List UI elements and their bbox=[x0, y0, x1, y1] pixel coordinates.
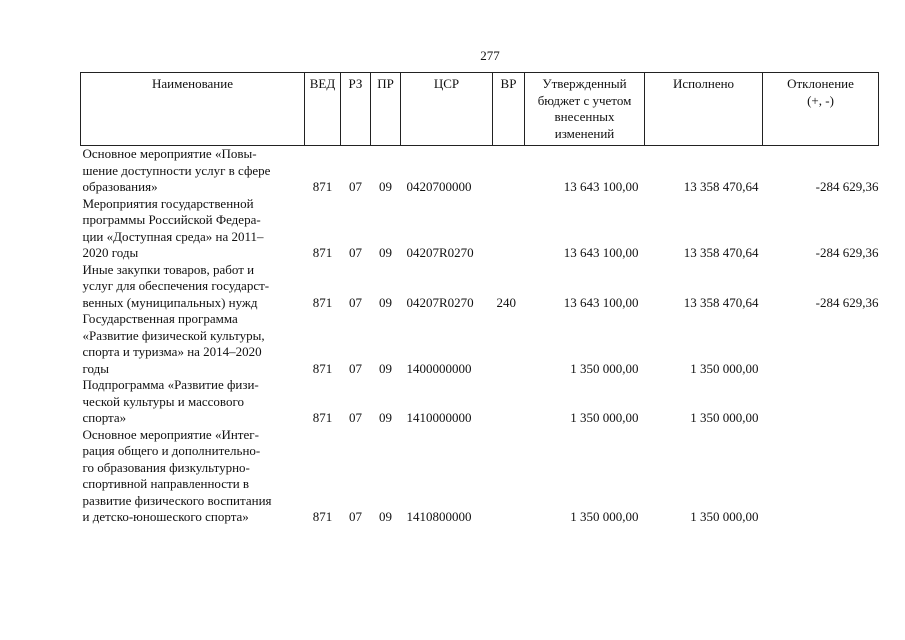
table-row bbox=[81, 377, 879, 427]
row-pr: 09 bbox=[379, 509, 392, 524]
header-approved bbox=[525, 73, 645, 146]
header-deviation-line: Отклонение bbox=[787, 76, 854, 91]
row-pr: 09 bbox=[379, 179, 392, 194]
row-executed: 13 358 470,64 bbox=[683, 294, 759, 310]
header-deviation bbox=[763, 73, 879, 146]
row-csr: 1410000000 bbox=[406, 410, 472, 425]
row-name bbox=[81, 146, 305, 196]
row-approved: 1 350 000,00 bbox=[570, 509, 639, 524]
table-header-row bbox=[81, 73, 879, 146]
row-approved: 1 350 000,00 bbox=[570, 360, 639, 376]
table-row bbox=[81, 311, 879, 377]
row-name-line: Основное мероприятие «Интег- bbox=[82, 426, 259, 442]
row-name-line: Подпрограмма «Развитие физи- bbox=[82, 377, 259, 392]
row-vr bbox=[493, 427, 525, 526]
row-csr: 1410800000 bbox=[406, 509, 472, 524]
row-csr: 0420700000 bbox=[406, 179, 472, 194]
row-rz: 07 bbox=[349, 410, 362, 425]
row-name bbox=[81, 196, 305, 262]
row-ved: 871 bbox=[312, 294, 333, 310]
page-number: 277 bbox=[480, 48, 500, 63]
row-executed: 1 350 000,00 bbox=[690, 360, 759, 376]
row-pr: 09 bbox=[379, 360, 392, 376]
row-vr bbox=[493, 146, 525, 196]
row-name-line: ческой культуры и массового bbox=[82, 393, 244, 409]
row-name-line: шение доступности услуг в сфере bbox=[82, 162, 271, 178]
row-deviation: -284 629,36 bbox=[815, 294, 879, 310]
row-executed: 1 350 000,00 bbox=[690, 410, 759, 425]
row-csr: 1400000000 bbox=[406, 360, 472, 376]
header-executed: Исполнено bbox=[645, 73, 763, 146]
row-name-line: услуг для обеспечения государст- bbox=[82, 278, 270, 293]
row-name-line: Мероприятия государственной bbox=[82, 195, 254, 211]
header-deviation-line: (+, -) bbox=[807, 92, 834, 108]
row-name-line: венных (муниципальных) нужд bbox=[82, 294, 258, 310]
row-rz: 07 bbox=[349, 245, 362, 260]
row-name-line: Основное мероприятие «Повы- bbox=[82, 146, 257, 161]
row-name bbox=[81, 262, 305, 312]
header-rz: РЗ bbox=[341, 73, 371, 146]
header-approved-line: Утвержденный bbox=[542, 76, 627, 91]
row-ved: 871 bbox=[312, 509, 333, 524]
header-ved: ВЕД bbox=[305, 73, 341, 146]
row-name-line: и детско-юношеского спорта» bbox=[82, 509, 249, 524]
row-name-line: рация общего и дополнительно- bbox=[82, 443, 261, 458]
row-name bbox=[81, 427, 305, 526]
row-deviation bbox=[763, 427, 879, 526]
row-ved: 871 bbox=[312, 410, 333, 425]
table-row bbox=[81, 262, 879, 312]
row-executed: 13 358 470,64 bbox=[683, 179, 759, 194]
row-vr: 240 bbox=[496, 294, 516, 310]
row-ved: 871 bbox=[312, 179, 333, 194]
row-executed: 13 358 470,64 bbox=[683, 245, 759, 260]
header-approved-line: внесенных bbox=[554, 109, 615, 124]
row-approved: 13 643 100,00 bbox=[563, 294, 639, 310]
row-name-line: спортивной направленности в bbox=[82, 476, 250, 491]
row-csr: 04207R0270 bbox=[406, 245, 474, 260]
row-name-line: спорта и туризма» на 2014–2020 bbox=[82, 344, 262, 359]
row-executed: 1 350 000,00 bbox=[690, 509, 759, 524]
row-name-line: ции «Доступная среда» на 2011– bbox=[82, 228, 264, 244]
table-row bbox=[81, 196, 879, 262]
row-pr: 09 bbox=[379, 294, 392, 310]
header-name: Наименование bbox=[81, 73, 305, 146]
row-rz: 07 bbox=[349, 294, 362, 310]
table-row bbox=[81, 146, 879, 196]
header-csr: ЦСР bbox=[401, 73, 493, 146]
row-pr: 09 bbox=[379, 245, 392, 260]
row-name-line: развитие физического воспитания bbox=[82, 492, 272, 508]
header-approved-line: бюджет с учетом bbox=[537, 92, 632, 108]
budget-table bbox=[80, 72, 879, 526]
row-name-line: го образования физкультурно- bbox=[82, 459, 250, 475]
row-approved: 13 643 100,00 bbox=[563, 179, 639, 194]
row-approved: 1 350 000,00 bbox=[570, 410, 639, 425]
row-rz: 07 bbox=[349, 179, 362, 194]
row-deviation: -284 629,36 bbox=[815, 179, 879, 194]
row-deviation: -284 629,36 bbox=[815, 245, 879, 260]
row-name-line: Иные закупки товаров, работ и bbox=[82, 261, 255, 277]
row-vr bbox=[493, 377, 525, 427]
row-rz: 07 bbox=[349, 509, 362, 524]
row-pr: 09 bbox=[379, 410, 392, 425]
row-ved: 871 bbox=[312, 360, 333, 376]
header-approved-line: изменений bbox=[554, 125, 615, 141]
row-name bbox=[81, 377, 305, 427]
row-csr: 04207R0270 bbox=[406, 294, 474, 310]
table-row bbox=[81, 427, 879, 526]
row-name-line: образования» bbox=[82, 179, 158, 194]
row-name-line: Государственная программа bbox=[82, 311, 238, 326]
row-vr bbox=[493, 311, 525, 377]
row-rz: 07 bbox=[349, 360, 362, 376]
row-name-line: 2020 годы bbox=[82, 245, 139, 260]
row-ved: 871 bbox=[312, 245, 333, 260]
row-name-line: «Развитие физической культуры, bbox=[82, 327, 265, 343]
row-deviation bbox=[763, 377, 879, 427]
row-name bbox=[81, 311, 305, 377]
row-deviation bbox=[763, 311, 879, 377]
row-name-line: годы bbox=[82, 360, 109, 376]
header-vr: ВР bbox=[493, 73, 525, 146]
row-name-line: программы Российской Федера- bbox=[82, 212, 261, 227]
row-approved: 13 643 100,00 bbox=[563, 245, 639, 260]
row-name-line: спорта» bbox=[82, 410, 127, 425]
header-pr: ПР bbox=[371, 73, 401, 146]
row-vr bbox=[493, 196, 525, 262]
